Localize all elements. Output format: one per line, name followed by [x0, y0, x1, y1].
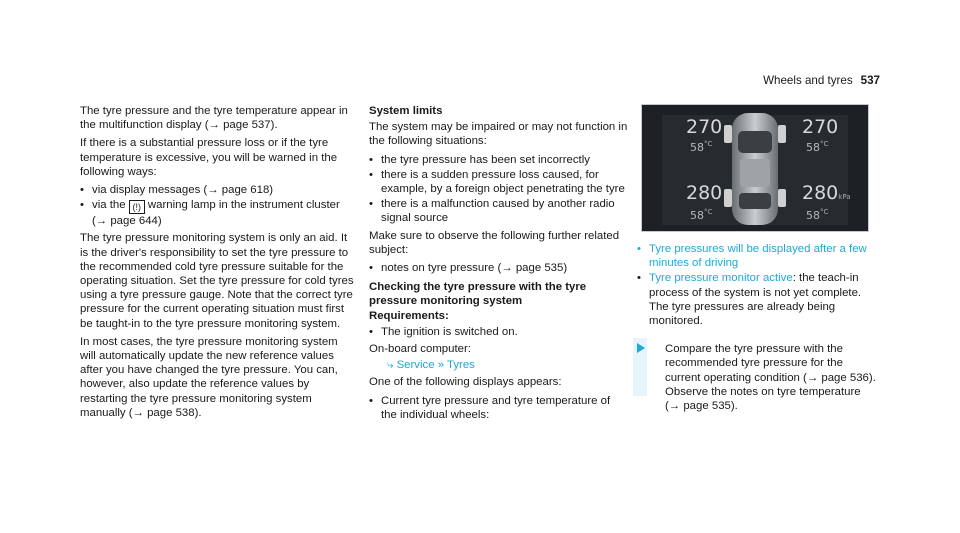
paragraph: The tyre pressure monitoring system is only an aid. It is the driver's responsibility to set the tyre pressure to the recommended cold tyre pressure suitable for the operating situation. Set the tyre pressure for cold tyres using a tyre pressure gauge. Note that the correct tyre pressure for the current operating situation must first be taught-in to the tyre pressure monitoring system. — [80, 232, 354, 330]
paragraph: The tyre pressure and the tyre temperature appear in the multifunction display (→ page 537). — [80, 105, 348, 132]
list-item-text: warning lamp in the instrument cluster (→ page 644) — [92, 199, 340, 228]
play-arrow-icon — [637, 343, 645, 353]
paragraph: One of the following displays appears: — [369, 376, 562, 389]
list-item-monitor-active — [637, 271, 877, 328]
list-item: • Current tyre pressure and tyre temperature of the individual wheels: — [369, 394, 629, 422]
front-right-pressure: 270 — [802, 116, 839, 138]
list-item: • via display messages (→ page 618) — [80, 183, 355, 197]
front-right-temp: $58^{^\circ C}$ — [806, 140, 829, 154]
list-item: • the tyre pressure has been set incorrectly — [369, 153, 629, 167]
list-item-text: via the — [92, 199, 126, 212]
menu-path — [369, 358, 629, 372]
column-middle — [369, 104, 629, 423]
tyre-pressure-warning-lamp-icon: (!) — [129, 200, 145, 214]
monitor-active-text: : the teach-in process of the system is not yet complete. The tyre pressures are already being monitored. — [649, 272, 862, 328]
paragraph: On-board computer: — [369, 343, 471, 356]
menu-next-arrow-icon: » — [437, 359, 445, 372]
instruction-text: Compare the tyre pressure with the recommended tyre pressure for the current operating condition (→ page 536). Observe the notes on tyre temperature (→ page 535). — [665, 343, 876, 413]
paragraph: In most cases, the tyre pressure monitoring system will automatically update the new reference values after you have changed the tyre pressure. You can, however, also update the reference values by restarting the tyre pressure monitoring system manually (→ page 538). — [80, 335, 338, 419]
rear-right-pressure: 280kPa — [802, 182, 851, 204]
column-right — [637, 104, 877, 413]
heading-checking-pressure: Checking the tyre pressure with the tyre pressure monitoring system — [369, 281, 587, 308]
menu-item-tyres: Tyres — [447, 359, 475, 372]
monitor-active-label: Tyre pressure monitor active — [649, 272, 793, 285]
list-item — [80, 198, 355, 228]
rear-left-pressure: 280 — [686, 182, 723, 204]
tyre-pressure-display-image — [641, 104, 869, 232]
list-item: • there is a malfunction caused by another radio signal source — [369, 197, 629, 225]
paragraph: If there is a substantial pressure loss or if the tyre temperature is excessive, you will be warned in the following ways: — [80, 137, 338, 178]
page-header — [763, 74, 880, 88]
list-item: • notes on tyre pressure (→ page 535) — [369, 261, 629, 275]
page-number: 537 — [860, 74, 880, 87]
rear-left-temp: $58^{^\circ C}$ — [690, 208, 713, 222]
section-title: Wheels and tyres — [763, 74, 853, 87]
column-left — [80, 104, 355, 424]
heading-system-limits: System limits — [369, 105, 443, 117]
menu-item-service: Service — [396, 359, 435, 372]
front-left-pressure: 270 — [686, 116, 723, 138]
front-left-temp: $58^{^\circ C}$ — [690, 140, 713, 154]
menu-entry-arrow-icon: ⤷ — [387, 359, 394, 372]
instruction-step — [637, 342, 877, 413]
list-item-pressures-after-driving: • Tyre pressures will be displayed after a few minutes of driving — [637, 242, 877, 270]
paragraph: The system may be impaired or may not function in the following situations: — [369, 121, 628, 148]
rear-right-temp: $58^{^\circ C}$ — [806, 208, 829, 222]
list-item: • there is a sudden pressure loss caused, for example, by a foreign object penetrating the tyre — [369, 168, 629, 196]
list-item: • The ignition is switched on. — [369, 325, 629, 339]
heading-requirements: Requirements: — [369, 309, 449, 322]
paragraph: Make sure to observe the following further related subject: — [369, 229, 620, 256]
